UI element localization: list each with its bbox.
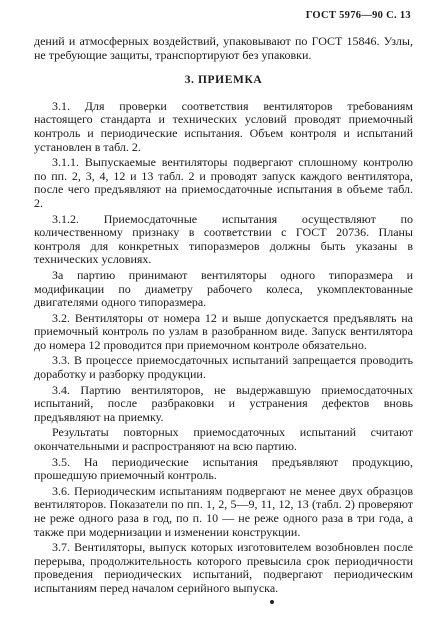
section-title-acceptance: 3. ПРИЕМКА xyxy=(184,74,263,87)
document-body xyxy=(34,35,413,596)
clause-3-2: 3.2. Вентиляторы от номера 12 и выше допускается предъявлять на приемочный контроль по узлам в разобранном виде. Запуск вентилятора до номера 12 проводится при приемочном контроле обязательно. xyxy=(34,310,413,352)
scan-speck xyxy=(270,600,274,604)
clause-3-5: 3.5. На периодические испытания предъявляют продукцию, прошедшую приемочный контроль. xyxy=(34,454,413,483)
clause-3-4: 3.4. Партию вентиляторов, не выдержавшую приемосдаточных испытаний, после разбраковки и устранения дефектов вновь предъявляют на приемку. xyxy=(34,382,413,424)
paragraph-batch-definition: За партию принимают вентиляторы одного типоразмера и модификации по диаметру рабочего колеса, укомплектованные двигателями одного типоразмера. xyxy=(34,267,413,310)
clause-3-6: 3.6. Периодическим испытаниям подвергают не менее двух образцов вентиляторов. Показатели по пп. 1, 2, 5—9, 11, 12, 13 (табл. 2) проверяют не реже одного раза в год, по п. 10 — не реже одного раза в три года, а также при модернизации и изменении конструкции. xyxy=(34,483,413,539)
clause-3-1-1: 3.1.1. Выпускаемые вентиляторы подвергают сплошному контролю по пп. 2, 3, 4, 12 и 13 табл. 2 и проводят запуск каждого вентилятора, после чего предъявляют на приемосдаточные испытания в объеме табл. 2. xyxy=(34,155,413,210)
paragraph-repeat-results: Результаты повторных приемосдаточных испытаний считают окончательными и распространяют на всю партию. xyxy=(34,425,413,454)
running-head: ГОСТ 5976—90 С. 13 xyxy=(305,10,411,21)
clause-3-3: 3.3. В процессе приемосдаточных испытаний запрещается проводить доработку и разборку продукции. xyxy=(34,353,413,382)
clause-3-1: 3.1. Для проверки соответствия вентиляторов требованиям настоящего стандарта и технических условий проводят приемочный контроль и периодические испытания. Объем контроля и испытаний установлен в табл. 2. xyxy=(34,98,413,154)
clause-3-1-2: 3.1.2. Приемосдаточные испытания осуществляют по количественному признаку в соответствии с ГОСТ 20736. Планы контроля для конкретных типоразмеров должны быть указаны в технических условиях. xyxy=(34,211,413,267)
paragraph-packaging-end: дений и атмосферных воздействий, упаковывают по ГОСТ 15846. Узлы, не требующие защиты, транспортируют без упаковки. xyxy=(34,34,413,62)
clause-3-7: 3.7. Вентиляторы, выпуск которых изготовителем возобновлен после перерыва, продолжительность которого превысила срок периодичности проведения периодических испытаний, подвергают периодическим испытаниям перед началом серийного выпуска. xyxy=(34,540,413,595)
